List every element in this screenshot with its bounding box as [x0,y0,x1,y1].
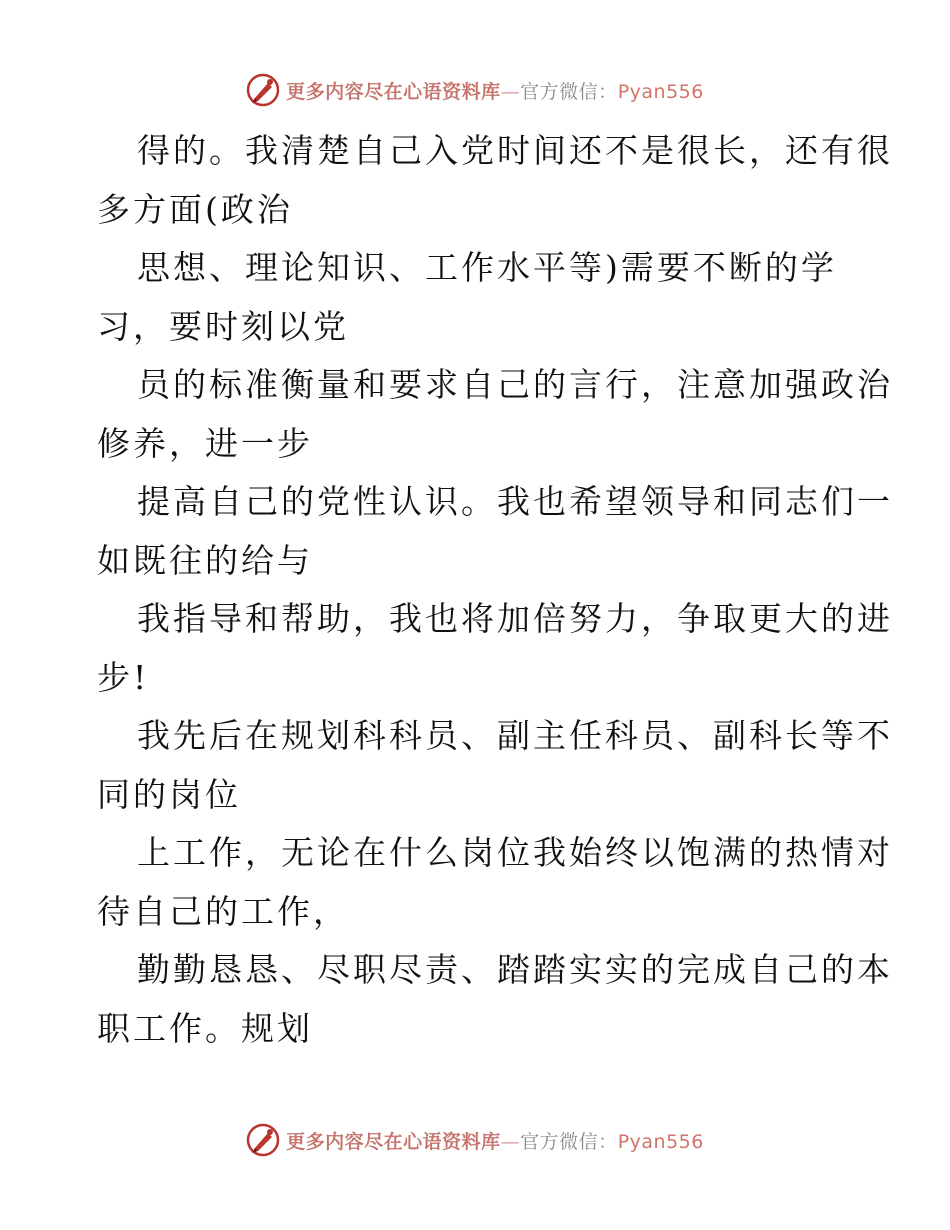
body-line: 步! [97,657,150,697]
body-line: 员的标准衡量和要求自己的言行，注意加强政治 [137,365,893,404]
body-line: 修养，进一步 [97,423,313,463]
body-line: 提高自己的党性认识。我也希望领导和同志们一 [137,482,893,521]
footer-wechat-id: Pyan556 [617,1130,704,1153]
pen-logo-icon [246,73,280,107]
header-banner [0,70,950,110]
body-line: 同的岗位 [97,774,241,814]
body-line: 待自己的工作， [97,891,349,931]
body-line: 习，要时刻以党 [97,306,349,346]
body-line: 得的。我清楚自己入党时间还不是很长，还有很 [137,131,893,170]
document-body [97,122,893,1058]
body-line: 多方面(政治 [97,189,293,229]
body-line: 思想、理论知识、工作水平等)需要不断的学 [137,248,837,287]
body-line: 我指导和帮助，我也将加倍努力，争取更大的进 [137,599,893,638]
body-line: 职工作。规划 [97,1008,313,1048]
footer-wechat-label: 官方微信： [520,1130,618,1153]
body-line: 上工作，无论在什么岗位我始终以饱满的热情对 [137,833,893,872]
body-line: 勤勤恳恳、尽职尽责、踏踏实实的完成自己的本 [137,950,893,989]
header-separator: — [500,80,521,103]
header-text [286,77,704,104]
footer-brand: 更多内容尽在心语资料库 [286,1130,501,1153]
body-line: 我先后在规划科科员、副主任科员、副科长等不 [137,716,893,755]
footer-separator: — [500,1130,521,1153]
header-wechat-id: Pyan556 [617,80,704,103]
footer-banner [0,1120,950,1160]
header-wechat-label: 官方微信： [520,80,618,103]
body-line: 如既往的给与 [97,540,313,580]
pen-logo-icon [246,1123,280,1157]
header-brand: 更多内容尽在心语资料库 [286,80,501,103]
footer-text [286,1127,704,1154]
